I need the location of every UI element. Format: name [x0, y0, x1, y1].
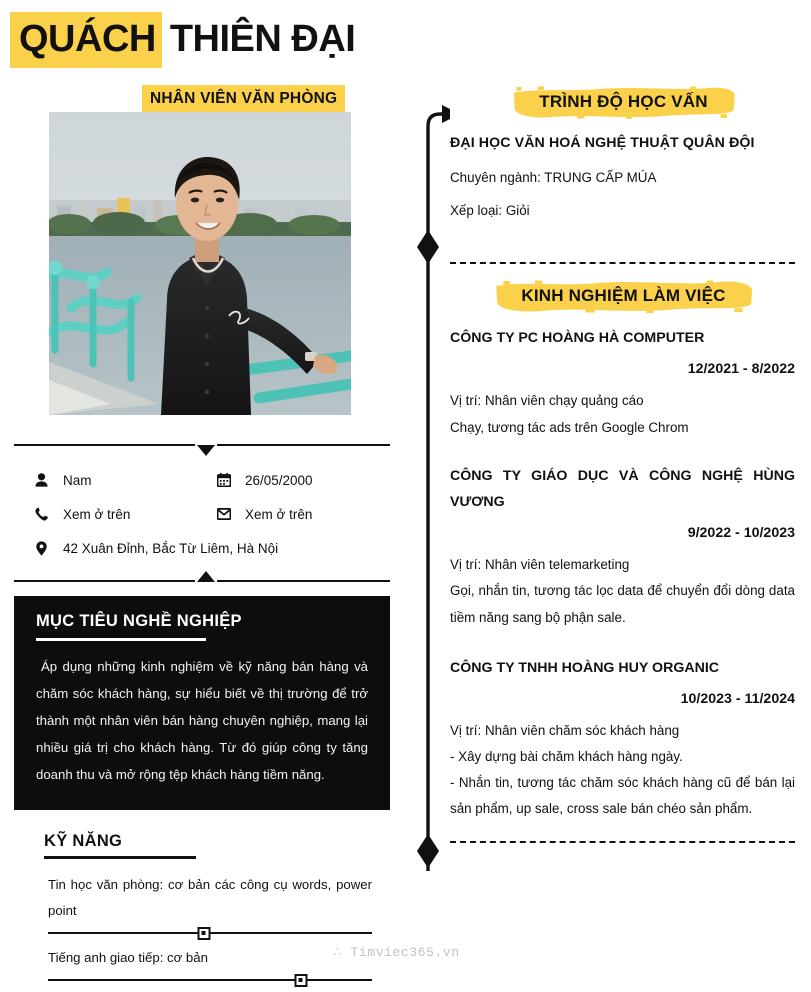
name-last: THIÊN ĐẠI — [169, 18, 356, 60]
right-column — [450, 86, 795, 843]
experience-details — [450, 718, 795, 823]
career-objective-text: Áp dụng những kinh nghiệm về kỹ năng bán hàng và chăm sóc khách hàng, sự hiểu biết về thị trường để trở thành một nhân viên bán hàng chuyên nghiệp, mang lại nhiều giá trị cho khách hàng. Từ đó giúp công ty tăng doanh thu và mở rộng tệp khách hàng tiềm năng. — [36, 659, 368, 783]
career-objective-section — [14, 596, 390, 810]
career-objective-title: MỤC TIÊU NGHỀ NGHIỆP — [36, 612, 242, 630]
experience-date: 12/2021 - 8/2022 — [687, 361, 795, 378]
timeline-rail — [404, 96, 450, 871]
experience-detail-line: Gọi, nhắn tin, tương tác lọc data để chuyển đổi dòng data tiềm năng sang bộ phận sale. — [450, 583, 795, 625]
triangle-up-icon — [197, 571, 215, 582]
calendar-icon — [216, 473, 231, 487]
contact-address — [14, 531, 390, 565]
education-section — [450, 86, 795, 221]
contact-divider-top — [14, 439, 390, 451]
experience-date: 10/2023 - 11/2024 — [680, 690, 795, 707]
contact-block — [14, 439, 390, 587]
education-school: ĐẠI HỌC VĂN HOÁ NGHỆ THUẬT QUÂN ĐỘI — [450, 135, 755, 151]
education-header — [450, 86, 795, 119]
skill-slider[interactable] — [48, 972, 372, 988]
section-divider-dashed-bottom — [450, 841, 795, 843]
experience-detail-line: Vị trí: Nhân viên chạy quảng cáo — [450, 393, 644, 409]
experience-title: KINH NGHIỆM LÀM VIỆC — [521, 286, 726, 306]
job-title-badge: NHÂN VIÊN VĂN PHÒNG — [142, 85, 345, 113]
experience-title-badge — [505, 280, 741, 313]
person-icon — [34, 473, 49, 487]
experience-section — [450, 280, 795, 822]
experience-detail-line: Vị trí: Nhân viên telemarketing — [450, 557, 630, 573]
footer — [0, 943, 811, 961]
contact-email — [196, 497, 390, 531]
contact-divider-bottom — [14, 575, 390, 587]
experience-detail-line: Vị trí: Nhân viên chăm sóc khách hàng — [450, 722, 680, 738]
experience-item — [450, 463, 795, 631]
skill-slider-handle[interactable] — [197, 927, 210, 940]
experience-header — [450, 280, 795, 313]
envelope-icon — [216, 508, 231, 520]
experience-detail-line: - Nhắn tin, tương tác chăm sóc khách hàng cũ để bán lại sản phẩm, up sale, cross sale bán chéo sản phẩm. — [450, 775, 795, 817]
experience-detail-line: - Xây dựng bài chăm khách hàng ngày. — [450, 749, 683, 765]
contact-dob — [196, 463, 390, 497]
profile-photo-image — [49, 112, 351, 415]
contact-address-value: 42 Xuân Đỉnh, Bắc Từ Liêm, Hà Nội — [63, 540, 279, 556]
skill-label: Tiếng anh giao tiếp: cơ bản — [48, 949, 208, 965]
experience-company: CÔNG TY PC HOÀNG HÀ COMPUTER — [450, 330, 705, 347]
education-major: Chuyên ngành: TRUNG CẤP MÚA — [450, 170, 657, 185]
skill-slider-handle[interactable] — [294, 974, 307, 987]
contact-gender-value: Nam — [63, 472, 92, 488]
skills-rule — [44, 856, 196, 859]
skill-item — [14, 872, 390, 940]
experience-details — [450, 388, 795, 440]
triangle-down-icon — [197, 445, 215, 456]
experience-date: 9/2022 - 10/2023 — [687, 525, 795, 542]
skill-label: Tin học văn phòng: cơ bản các công cụ words, power point — [48, 877, 372, 919]
experience-details — [450, 552, 795, 630]
experience-detail-line: Chạy, tương tác ads trên Google Chrom — [450, 419, 689, 435]
skill-slider-track — [48, 979, 372, 981]
contact-gender — [14, 463, 196, 497]
skills-title: KỸ NĂNG — [44, 832, 123, 851]
skills-section — [14, 832, 390, 987]
full-name — [10, 12, 355, 68]
contact-grid — [14, 451, 390, 575]
experience-item — [450, 325, 795, 441]
contact-phone-value: Xem ở trên — [63, 506, 131, 522]
location-pin-icon — [34, 541, 49, 556]
timeline-graphic — [404, 96, 450, 871]
experience-company: CÔNG TY TNHH HOÀNG HUY ORGANIC — [450, 659, 720, 676]
contact-dob-value: 26/05/2000 — [245, 472, 313, 488]
skill-slider[interactable] — [48, 925, 372, 941]
profile-photo — [49, 112, 351, 415]
contact-phone — [14, 497, 196, 531]
watermark: ∴ Timviec365.vn — [333, 945, 460, 960]
name-first: QUÁCH — [10, 12, 162, 68]
left-column — [0, 112, 404, 992]
education-title-badge — [523, 86, 723, 119]
education-title: TRÌNH ĐỘ HỌC VẤN — [539, 92, 708, 111]
education-grade: Xếp loại: Giỏi — [450, 203, 530, 219]
experience-item — [450, 655, 795, 823]
contact-email-value: Xem ở trên — [245, 506, 313, 522]
experience-company: CÔNG TY GIÁO DỤC VÀ CÔNG NGHỆ HÙNG VƯƠNG — [450, 467, 795, 511]
phone-icon — [34, 507, 49, 521]
career-objective-rule — [36, 638, 206, 641]
